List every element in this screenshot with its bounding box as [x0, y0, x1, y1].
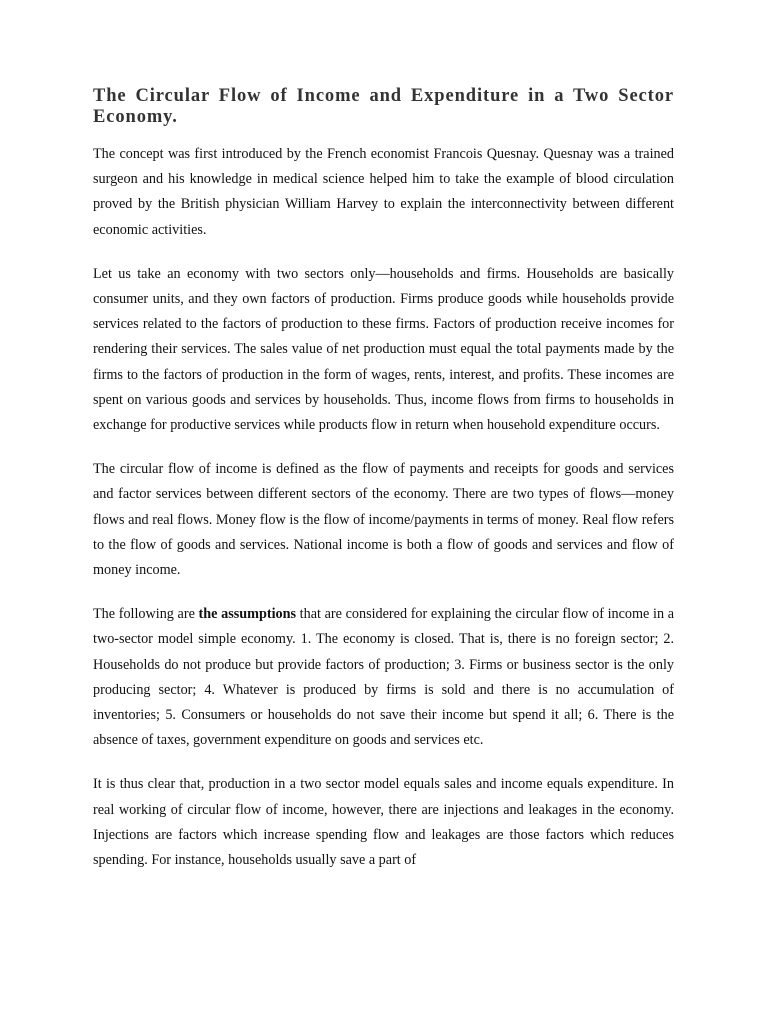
assumptions-bold-text: the assumptions: [198, 606, 297, 623]
document-title: The Circular Flow of Income and Expenditure in a Two Sector Economy.: [93, 86, 674, 127]
paragraph-definition: The circular flow of income is defined as the flow of payments and receipts for goods and services and factor services between different sectors of the economy. There are two types of flows—money flows and real flows. Money flow is the flow of income/payments in terms of money. Real flow refers to the flow of goods and services. National income is both a flow of goods and services and flow of money income.: [93, 461, 674, 579]
paragraph-injections-leakages: It is thus clear that, production in a two sector model equals sales and income equals expenditure. In real working of circular flow of income, however, there are injections and leakages in the economy. Injections are factors which increase spending flow and leakages are those factors which reduces spending. For instance, households usually save a part of: [93, 776, 674, 869]
assumptions-body-text: that are considered for explaining the circular flow of income in a two-sector model simple economy. 1. The economy is closed. That is, there is no foreign sector; 2. Households do not produce but provide factors of production; 3. Firms or business sector is the only producing sector; 4. Whatever is produced by firms is sold and there is no accumulation of inventories; 5. Consumers or households do not save their income but spend it all; 6. There is the absence of taxes, government expenditure on goods and services etc.: [93, 606, 674, 749]
assumptions-lead-text: The following are: [93, 606, 199, 623]
paragraph-assumptions: [93, 602, 674, 753]
paragraph-two-sectors: Let us take an economy with two sectors only—households and firms. Households are basically consumer units, and they own factors of production. Firms produce goods while households provide services related to the factors of production to these firms. Factors of production receive incomes for rendering their services. The sales value of net production must equal the total payments made by the firms to the factors of production in the form of wages, rents, interest, and profits. These incomes are spent on various goods and services by households. Thus, income flows from firms to households in exchange for productive services while products flow in return when household expenditure occurs.: [93, 265, 674, 434]
paragraph-origin: The concept was first introduced by the French economist Francois Quesnay. Quesnay was a trained surgeon and his knowledge in medical science helped him to take the example of blood circulation proved by the British physician William Harvey to explain the interconnectivity between different economic activities.: [93, 146, 674, 238]
document-page: [93, 86, 674, 892]
